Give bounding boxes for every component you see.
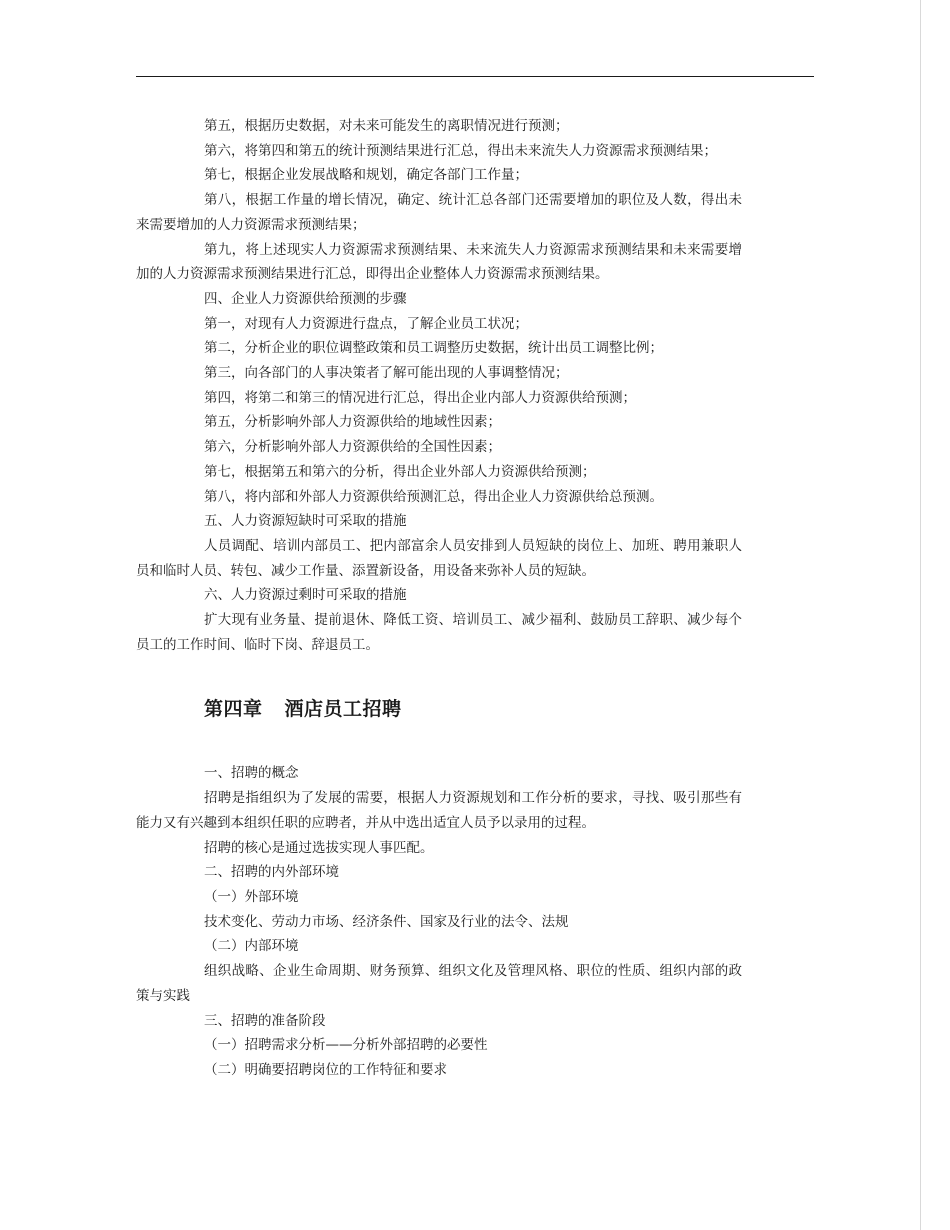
subsection-heading: （二）内部环境 bbox=[204, 938, 299, 955]
paragraph: 第九，将上述现实人力资源需求预测结果、未来流失人力资源需求预测结果和未来需要增加的人力资源需求预测结果进行汇总，即得出企业整体人力资源需求预测结果。 bbox=[136, 241, 742, 283]
section-heading: 三、招聘的准备阶段 bbox=[204, 1012, 326, 1029]
document-body bbox=[136, 114, 742, 1083]
paragraph: 第八，根据工作量的增长情况，确定、统计汇总各部门还需要增加的职位及人数，得出未来需要增加的人力资源需求预测结果； bbox=[136, 192, 742, 233]
section-heading: 六、人力资源过剩时可采取的措施 bbox=[204, 587, 407, 604]
paragraph: 第三，向各部门的人事决策者了解可能出现的人事调整情况； bbox=[204, 365, 569, 382]
paragraph: 第一，对现有人力资源进行盘点，了解企业员工状况； bbox=[204, 315, 528, 332]
header-rule bbox=[136, 76, 814, 77]
paragraph: 第八，将内部和外部人力资源供给预测汇总，得出企业人力资源供给总预测。 bbox=[204, 488, 663, 505]
section-heading: 二、招聘的内外部环境 bbox=[204, 864, 339, 881]
subsection-heading: （一）外部环境 bbox=[204, 888, 299, 905]
subsection-heading: （二）明确要招聘岗位的工作特征和要求 bbox=[204, 1061, 447, 1078]
section-heading: 四、企业人力资源供给预测的步骤 bbox=[204, 290, 407, 307]
paragraph: 第四，将第二和第三的情况进行汇总，得出企业内部人力资源供给预测； bbox=[204, 389, 636, 406]
paragraph: 第七，根据第五和第六的分析，得出企业外部人力资源供给预测； bbox=[204, 463, 596, 480]
paragraph: 扩大现有业务量、提前退休、降低工资、培训员工、减少福利、鼓励员工辞职、减少每个员工的工作时间、临时下岗、辞退员工。 bbox=[136, 612, 742, 653]
paragraph: 第六，分析影响外部人力资源供给的全国性因素； bbox=[204, 439, 501, 456]
chapter-title: 酒店员工招聘 bbox=[284, 698, 402, 721]
section-heading: 一、招聘的概念 bbox=[204, 765, 299, 782]
paragraph: 第二，分析企业的职位调整政策和员工调整历史数据，统计出员工调整比例； bbox=[204, 340, 663, 357]
paragraph: 技术变化、劳动力市场、经济条件、国家及行业的法令、法规 bbox=[204, 913, 569, 930]
subsection-heading: （一）招聘需求分析——分析外部招聘的必要性 bbox=[204, 1037, 488, 1054]
chapter-heading bbox=[136, 695, 742, 723]
paragraph: 第七，根据企业发展战略和规划，确定各部门工作量； bbox=[204, 167, 528, 184]
paragraph: 招聘是指组织为了发展的需要，根据人力资源规划和工作分析的要求，寻找、吸引那些有能力又有兴趣到本组织任职的应聘者，并从中选出适宜人员予以录用的过程。 bbox=[136, 790, 742, 831]
paragraph: 第六，将第四和第五的统计预测结果进行汇总，得出未来流失人力资源需求预测结果； bbox=[204, 142, 717, 159]
chapter-number: 第四章 bbox=[204, 698, 263, 721]
paragraph: 人员调配、培训内部员工、把内部富余人员安排到人员短缺的岗位上、加班、聘用兼职人员和临时人员、转包、减少工作量、添置新设备，用设备来弥补人员的短缺。 bbox=[136, 537, 742, 579]
page-right-edge bbox=[920, 0, 921, 1230]
paragraph: 招聘的核心是通过选拔实现人事匹配。 bbox=[204, 839, 434, 856]
section-heading: 五、人力资源短缺时可采取的措施 bbox=[204, 513, 407, 530]
paragraph: 组织战略、企业生命周期、财务预算、组织文化及管理风格、职位的性质、组织内部的政策与实践 bbox=[136, 963, 742, 1004]
paragraph: 第五，根据历史数据，对未来可能发生的离职情况进行预测； bbox=[204, 118, 569, 134]
paragraph: 第五，分析影响外部人力资源供给的地域性因素； bbox=[204, 414, 501, 431]
